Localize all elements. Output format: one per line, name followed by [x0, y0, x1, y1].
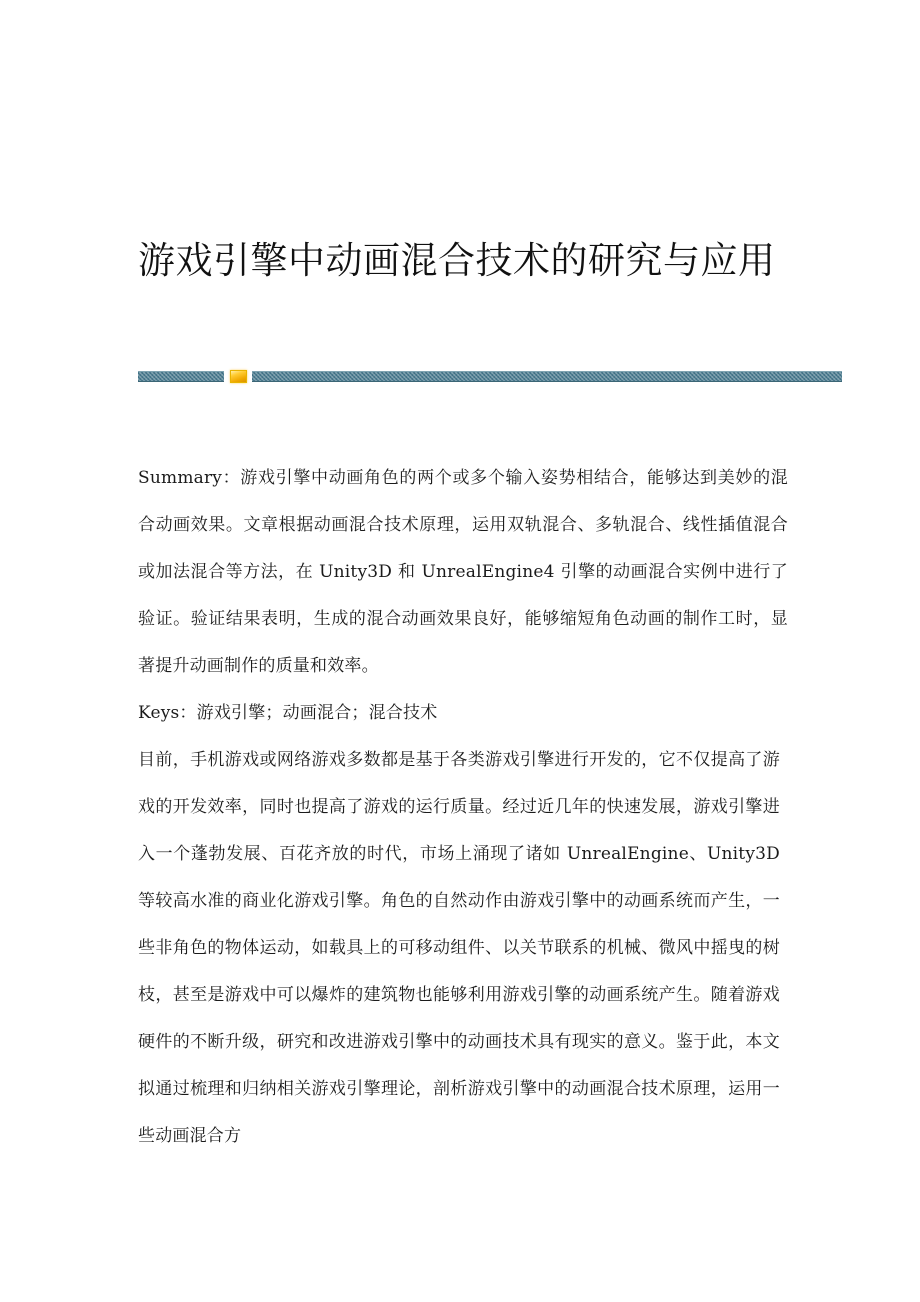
- introduction-paragraph: 目前，手机游戏或网络游戏多数都是基于各类游戏引擎进行开发的，它不仅提高了游戏的开发效率，同时也提高了游戏的运行质量。经过近几年的快速发展，游戏引擎进入一个蓬勃发展、百花齐放的时代，市场上涌现了诸如 UnrealEngine、Unity3D 等较高水准的商业化游戏引擎。角色的自然动作由游戏引擎中的动画系统而产生，一些非角色的物体运动，如载具上的可移动组件、以关节联系的机械、微风中摇曳的树枝，甚至是游戏中可以爆炸的建筑物也能够利用游戏引擎的动画系统产生。随着游戏硬件的不断升级，研究和改进游戏引擎中的动画技术具有现实的意义。鉴于此，本文拟通过梳理和归纳相关游戏引擎理论，剖析游戏引擎中的动画混合技术原理，运用一些动画混合方: [138, 750, 780, 1146]
- summary-paragraph: Summary：游戏引擎中动画角色的两个或多个输入姿势相结合，能够达到美妙的混合动画效果。文章根据动画混合技术原理，运用双轨混合、多轨混合、线性插值混合或加法混合等方法，在 Unity3D 和 UnrealEngine4 引擎的动画混合实例中进行了验证。验证结果表明，生成的混合动画效果良好，能够缩短角色动画的制作工时，显著提升动画制作的质量和效率。: [138, 468, 788, 676]
- decorative-divider: [138, 369, 842, 384]
- keywords-paragraph: Keys：游戏引擎；动画混合；混合技术: [138, 703, 438, 723]
- gem-square-icon: [230, 370, 247, 383]
- document-body: [138, 455, 788, 1160]
- page-title: 游戏引擎中动画混合技术的研究与应用: [138, 238, 776, 282]
